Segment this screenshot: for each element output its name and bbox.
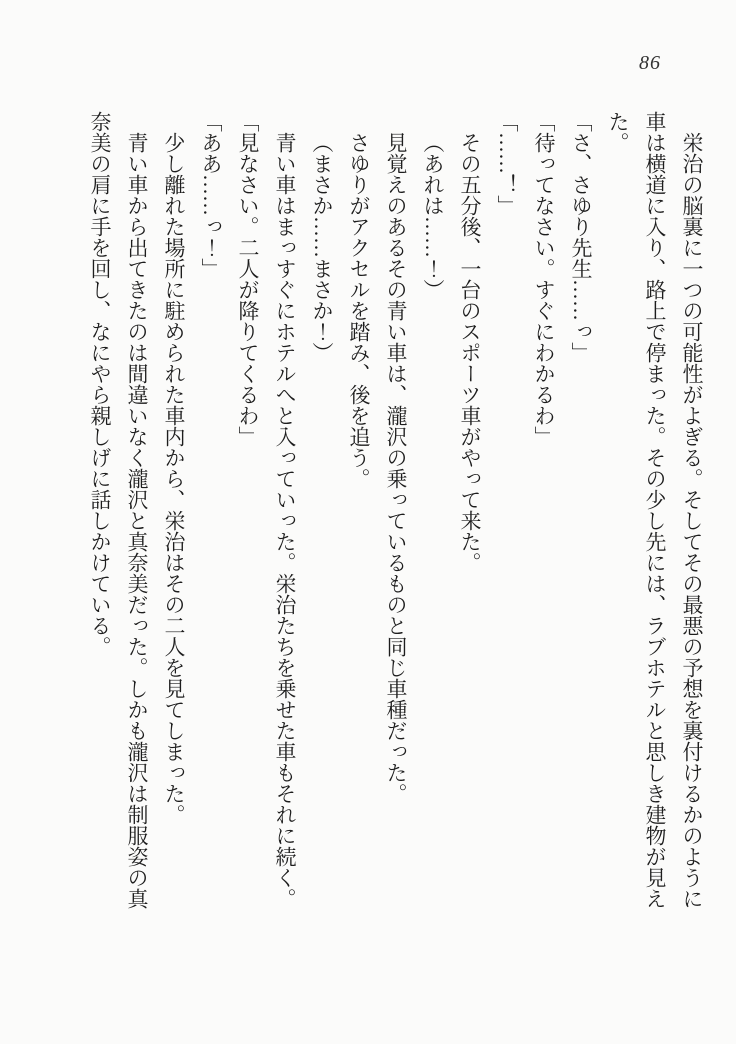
paragraph: （まさか……まさか！） [310, 132, 334, 363]
paragraph: 「さ、さゆり先生……っ」 [569, 111, 593, 363]
paragraph: 青い車から出てきたのは間違いなく瀧沢と真奈美だった。しかも瀧沢は制服姿の真奈美の肩に手を回し、なにやら親しげに話しかけている。 [88, 111, 149, 909]
paragraph: 少し離れた場所に駐められた車内から、栄治はその二人を見てしまった。 [162, 132, 186, 825]
paragraph: その五分後、一台のスポーツ車がやって来た。 [458, 132, 482, 573]
paragraph: さゆりがアクセルを踏み、後を追う。 [347, 132, 371, 489]
paragraph: 「待ってなさい。すぐにわかるわ」 [532, 111, 556, 447]
paragraph: 栄治の脳裏に一つの可能性がよぎる。そしてその最悪の予想を裏付けるかのように車は横道に入り、路上で停まった。その少し先には、ラブホテルと思しき建物が見えた。 [606, 111, 704, 909]
paragraph: 青い車はまっすぐにホテルへと入っていった。栄治たちを乗せた車もそれに続く。 [273, 132, 297, 909]
paragraph: 「見なさい。二人が降りてくるわ」 [236, 111, 260, 447]
paragraph: （あれは……！） [421, 132, 445, 300]
paragraph: 「ああ……っ！」 [199, 111, 223, 279]
paragraph: 「……！」 [495, 111, 519, 216]
page-number: 86 [639, 52, 661, 74]
paragraph: 見覚えのあるその青い車は、瀧沢の乗っているものと同じ車種だった。 [384, 132, 408, 804]
vertical-text-block [81, 111, 710, 909]
